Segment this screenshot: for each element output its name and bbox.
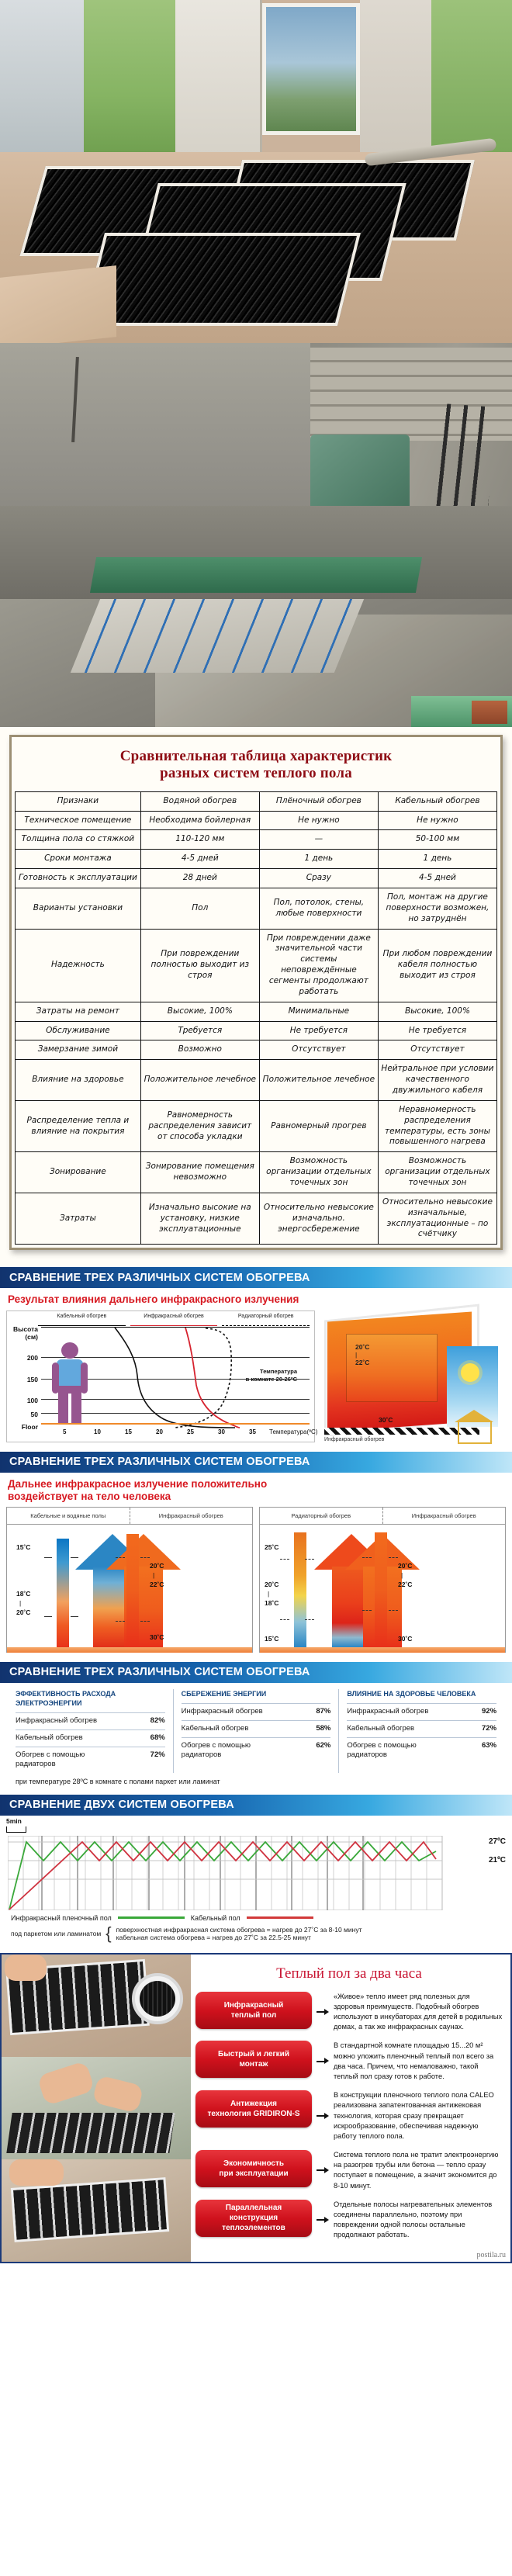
- eff-label: Кабельный обогрев: [181, 1723, 249, 1733]
- eff-label: Обогрев с помощью радиаторов: [181, 1740, 251, 1759]
- table-row: [16, 830, 497, 850]
- tick-left-upper2: [71, 1557, 78, 1558]
- tick-r-upper2: [305, 1559, 314, 1560]
- photo1-wall-left: [0, 0, 93, 167]
- legend-swatch-green: [118, 1916, 185, 1919]
- promo-item: [195, 2200, 503, 2241]
- table-row: [16, 850, 497, 869]
- bar-cable-profile: [57, 1539, 69, 1647]
- row-water: Изначально высокие на установку, низкие эксплуатационные: [140, 1193, 259, 1244]
- temp-label-low: 21ºC: [489, 1855, 506, 1864]
- tick-left-lower2: [71, 1616, 78, 1617]
- y-tick-100: 100: [26, 1396, 38, 1404]
- curve-infrared: [185, 1328, 240, 1428]
- x-tick-10: 10: [94, 1428, 101, 1435]
- photo-ir-film-floor: [0, 0, 512, 343]
- label-left-18c: 18˚C: [16, 1589, 31, 1598]
- eff-value: 72%: [482, 1723, 497, 1733]
- btn-line1: Экономичность: [223, 2159, 285, 2169]
- arrow-panels: [0, 1507, 512, 1659]
- eff-value: 82%: [150, 1716, 165, 1726]
- promo-text: Отдельные полосы нагревательных элементов соединены параллельно, поэтому при повреждении одной полосы остальные продолжают работать.: [334, 2200, 493, 2239]
- promo-hand: [36, 2060, 95, 2105]
- label-right-20c: 20˚C: [150, 1561, 164, 1570]
- row-water: Необходима бойлерная: [140, 811, 259, 830]
- row-cable: Высокие, 100%: [378, 1002, 496, 1021]
- figure-torso: [57, 1359, 83, 1387]
- eff-label: Инфракрасный обогрев: [347, 1707, 429, 1716]
- table-header-row: [16, 791, 497, 811]
- watermark: postila.ru: [476, 2250, 506, 2259]
- promo-button-text: [218, 2049, 289, 2069]
- x-tick-15: 15: [125, 1428, 132, 1435]
- panel-radiator-vs-ir: [259, 1507, 506, 1653]
- time-marker-label: 5min: [6, 1816, 22, 1825]
- promo-button-text: [219, 2159, 288, 2179]
- promo-button-text: [200, 2203, 307, 2233]
- btn-line2: технология GRIDIRON-S: [207, 2110, 300, 2119]
- room-temp-top2: 22˚C: [355, 1358, 370, 1366]
- eff-label: Инфракрасный обогрев: [181, 1707, 263, 1716]
- panel-head-ir2: Инфракрасный обогрев: [411, 1511, 476, 1519]
- row-water: При повреждении полностью выходит из строя: [140, 929, 259, 1002]
- row-cable: 50-100 мм: [378, 830, 496, 850]
- table-col-cable: Кабельный обогрев: [378, 791, 496, 811]
- banner-three-systems-3: СРАВНЕНИЕ ТРЕХ РАЗЛИЧНЫХ СИСТЕМ ОБОГРЕВА: [0, 1662, 512, 1683]
- sawtooth-legend: [5, 1910, 507, 1923]
- label-left-20c: 20˚C: [16, 1608, 31, 1616]
- eff-row: [16, 1729, 165, 1747]
- panel-right-header: [260, 1508, 505, 1525]
- promo-text: В стандартной комнате площадью 15...20 м² можно уложить пленочный теплый пол всего за два часа. Причем, что немаловажно, такой теплый пол сразу готов к работе.: [334, 2041, 494, 2080]
- tick-right-upper2: [140, 1557, 150, 1558]
- eff-row: [182, 1703, 331, 1720]
- row-feature: Варианты установки: [16, 888, 141, 929]
- panel-right-body: [260, 1525, 505, 1653]
- btn-line2: конструкция теплоэлементов: [222, 2214, 285, 2233]
- figure-leg-gap: [68, 1394, 71, 1423]
- panel-head-cable: Кабельные и водяные полы: [7, 1508, 130, 1524]
- tick-ir-upper2: [389, 1557, 398, 1558]
- section-efficiency: [0, 1662, 512, 1795]
- table-row: [16, 1100, 497, 1151]
- row-cable: 4-5 дней: [378, 869, 496, 888]
- tick-r-upper: [280, 1559, 289, 1560]
- table-row: [16, 1021, 497, 1040]
- promo-film-roll: [132, 1973, 183, 2024]
- eff-row: [347, 1703, 496, 1720]
- row-feature: Толщина пола со стяжкой: [16, 830, 141, 850]
- panel-head-ir: Инфракрасный обогрев: [158, 1511, 223, 1519]
- promo-button-text: [207, 2099, 299, 2119]
- promo-film-sheet: [11, 2177, 169, 2242]
- table-title-line2: разных систем теплого пола: [160, 764, 352, 781]
- x-tick-30: 30: [218, 1428, 225, 1435]
- promo-title: Теплый пол за два часа: [276, 1965, 422, 1982]
- label-left-divider: |: [19, 1598, 22, 1607]
- promo-hand: [5, 1955, 47, 1981]
- row-cable: 1 день: [378, 850, 496, 869]
- promo-content: [191, 1955, 510, 2262]
- house-icon: [458, 1421, 492, 1444]
- eff-label: Обогрев с помощью радиаторов: [347, 1740, 417, 1759]
- label-ir2-div: |: [401, 1570, 403, 1579]
- label-left-15c: 15˚C: [16, 1542, 31, 1551]
- room-caption: Инфракрасный обогрев: [324, 1436, 385, 1442]
- time-marker-bracket: [6, 1826, 26, 1833]
- panel-left-header: [7, 1508, 252, 1525]
- eff-col-title: СБЕРЕЖЕНИЕ ЭНЕРГИИ: [181, 1689, 267, 1698]
- promo-item: [195, 2150, 503, 2191]
- row-film: Не нужно: [259, 811, 378, 830]
- photo1-door: [175, 0, 262, 155]
- tick-r-lower: [280, 1619, 289, 1620]
- curve-radiator: [175, 1328, 231, 1428]
- btn-line1: Антижекция: [230, 2100, 277, 2109]
- row-film: 1 день: [259, 850, 378, 869]
- human-figure-icon: [52, 1342, 88, 1423]
- row-cable: Отсутствует: [378, 1040, 496, 1060]
- row-feature: Зонирование: [16, 1152, 141, 1193]
- label-right-22c: 22˚C: [150, 1580, 164, 1588]
- row-water: Положительное лечебное: [140, 1060, 259, 1101]
- y-tick-floor: Floor: [21, 1422, 38, 1431]
- comparison-table-frame: [9, 735, 503, 1250]
- tick-r-lower2: [305, 1619, 314, 1620]
- room-temp-top: 20˚C: [355, 1342, 370, 1351]
- curve-cable: [115, 1328, 235, 1428]
- tick-right-upper: [116, 1557, 125, 1558]
- eff-value: 58%: [316, 1723, 331, 1733]
- room-temp-div: |: [355, 1350, 358, 1359]
- height-temperature-chart: [6, 1311, 318, 1442]
- efficiency-column-health: [338, 1689, 504, 1773]
- row-film: Относительно невысокие изначально. энергосбережение: [259, 1193, 378, 1244]
- promo-item: [195, 2041, 503, 2082]
- row-feature: Влияние на здоровье: [16, 1060, 141, 1101]
- bar-ir-profile-2: [375, 1532, 387, 1647]
- note-prefix: под паркетом или ламинатом: [11, 1929, 102, 1937]
- row-water: 110-120 мм: [140, 830, 259, 850]
- promo-text: В конструкции пленочного теплого пола CALEO реализована запатентованная антижековая технология, которая сразу прекращает искрообразование, обеспечивая надежную работу теплого пола.: [334, 2091, 494, 2140]
- promo-photo-install: [2, 2159, 191, 2262]
- row-film: Минимальные: [259, 1002, 378, 1021]
- row-film: Не требуется: [259, 1021, 378, 1040]
- row-cable: Относительно невысокие изначальные, эксплуатационные – по счётчику: [378, 1193, 496, 1244]
- tick-right-lower2: [140, 1621, 150, 1622]
- label-rad-div: |: [268, 1589, 270, 1598]
- label-right-divider: |: [153, 1570, 155, 1579]
- efficiency-column-saving: [173, 1689, 339, 1773]
- chart-legend: [38, 1314, 310, 1326]
- table-row: [16, 811, 497, 830]
- promo-photo-film-roll: [2, 1955, 191, 2057]
- row-cable: Нейтральное при условии качественного двужильного кабеля: [378, 1060, 496, 1101]
- y-tick-50: 50: [30, 1410, 38, 1418]
- panel-head-radiator: Радиаторный обогрев: [260, 1508, 383, 1524]
- promo-button-economy[interactable]: [195, 2150, 312, 2187]
- table-row: [16, 1193, 497, 1244]
- table-row: [16, 1002, 497, 1021]
- label-ir2-30c: 30˚C: [398, 1634, 413, 1643]
- legend-cable: Кабельный обогрев: [38, 1314, 126, 1326]
- eff-col-title: ВЛИЯНИЕ НА ЗДОРОВЬЕ ЧЕЛОВЕКА: [347, 1689, 476, 1698]
- row-cable: При любом повреждении кабеля полностью выходит из строя: [378, 929, 496, 1002]
- panel-left-body: [7, 1525, 252, 1653]
- promo-photo-cutting: [2, 2057, 191, 2159]
- bar-radiator-profile: [294, 1532, 306, 1647]
- row-film: Возможность организации отдельных точечных зон: [259, 1152, 378, 1193]
- promo-item: [195, 2090, 503, 2141]
- row-feature: Замерзание зимой: [16, 1040, 141, 1060]
- row-water: Пол: [140, 888, 259, 929]
- room-temp-floor: 30˚C: [379, 1415, 393, 1424]
- label-ir2-20c: 20˚C: [398, 1561, 413, 1570]
- label-right-30c: 30˚C: [150, 1633, 164, 1641]
- ir-room-diagram: [320, 1311, 503, 1442]
- promo-hand: [92, 2075, 144, 2113]
- eff-value: 63%: [482, 1740, 497, 1750]
- row-film: Положительное лечебное: [259, 1060, 378, 1101]
- photo-concrete-room: [0, 343, 512, 599]
- sun-icon: [461, 1363, 479, 1382]
- photo1-film-strip: [81, 233, 361, 326]
- row-feature: Сроки монтажа: [16, 850, 141, 869]
- eff-value: 62%: [316, 1740, 331, 1750]
- legend-swatch-red: [247, 1916, 313, 1919]
- promo-item: [195, 1992, 503, 2033]
- promo-button-text: [224, 2000, 284, 2020]
- row-film: Пол, потолок, стены, любые поверхности: [259, 888, 378, 929]
- table-row: [16, 888, 497, 929]
- row-feature: Надежность: [16, 929, 141, 1002]
- legend-infrared: Инфракрасный обогрев: [130, 1314, 218, 1326]
- ir-graph-row: [0, 1311, 512, 1449]
- label-rad-20c: 20˚C: [265, 1580, 279, 1588]
- row-film: Сразу: [259, 869, 378, 888]
- tick-ir-lower: [362, 1610, 372, 1611]
- eff-value: 87%: [316, 1707, 331, 1716]
- arrow-right-icon: [317, 2009, 329, 2016]
- y-tick-150: 150: [26, 1375, 38, 1383]
- promo-text: Система теплого пола не тратит электроэнергию на разогрев трубы или бетона — тепло сразу поступает в помещение, а значит экономится до 8-10 минут.: [334, 2151, 499, 2190]
- eff-row: [16, 1747, 165, 1773]
- promo-images: [2, 1955, 191, 2262]
- row-cable: Неравномерность распределения температуры, есть зоны повышенного нагрева: [378, 1100, 496, 1151]
- photo1-window: [262, 3, 360, 135]
- tick-ir-upper: [362, 1557, 372, 1558]
- subtitle-line2: воздействует на тело человека: [8, 1490, 171, 1502]
- banner-three-systems-1: СРАВНЕНИЕ ТРЕХ РАЗЛИЧНЫХ СИСТЕМ ОБОГРЕВА: [0, 1267, 512, 1288]
- row-feature: Техническое помещение: [16, 811, 141, 830]
- row-feature: Готовность к эксплуатации: [16, 869, 141, 888]
- brace-icon: {: [106, 1923, 112, 1943]
- row-feature: Распределение тепла и влияние на покрытия: [16, 1100, 141, 1151]
- legend-label-cable: Кабельный пол: [190, 1913, 240, 1922]
- btn-line2: при эксплуатации: [219, 2169, 289, 2179]
- arrow-right-icon: [317, 2167, 329, 2174]
- row-film: Равномерный прогрев: [259, 1100, 378, 1151]
- row-feature: Затраты на ремонт: [16, 1002, 141, 1021]
- comparison-table: [15, 791, 497, 1245]
- label-rad-25c: 25˚C: [265, 1542, 279, 1551]
- y-tick-200: 200: [26, 1353, 38, 1362]
- label-rad-15c: 15˚C: [265, 1634, 279, 1643]
- eff-row: [347, 1737, 496, 1764]
- subtitle-line1: Дальнее инфракрасное излучение положительно: [8, 1477, 268, 1490]
- eff-col-title: ЭФФЕКТИВНОСТЬ РАСХОДА ЭЛЕКТРОЭНЕРГИИ: [16, 1689, 116, 1708]
- x-tick-20: 20: [156, 1428, 163, 1435]
- y-axis-unit: (см): [25, 1332, 38, 1341]
- y-axis-label: Высота: [13, 1324, 38, 1333]
- legend-label-ir-film: Инфракрасный пленочный пол: [11, 1913, 112, 1922]
- table-col-water: Водяной обогрев: [140, 791, 259, 811]
- row-film: При повреждении даже значительной части системы неповреждённые сегменты продолжают работать: [259, 929, 378, 1002]
- x-axis-label: Температура(ºC): [269, 1428, 318, 1435]
- efficiency-note: при температуре 28ºC в комнате с полами паркет или ламинат: [16, 1777, 220, 1785]
- row-feature: Затраты: [16, 1193, 141, 1244]
- row-feature: Обслуживание: [16, 1021, 141, 1040]
- subtitle-ir-result: Результат влияния дальнего инфракрасного излучения: [8, 1293, 299, 1306]
- promo-button-fast-install[interactable]: [195, 2041, 312, 2078]
- sawtooth-chart: [0, 1816, 512, 1950]
- legend-radiator: Радиаторный обогрев: [222, 1314, 310, 1326]
- arrow-head: [106, 1534, 181, 1570]
- row-water: Равномерность распределения зависит от способа укладки: [140, 1100, 259, 1151]
- btn-line2: монтаж: [239, 2060, 268, 2069]
- panel-floor-strip: [7, 1647, 252, 1653]
- label-ir2-22c: 22˚C: [398, 1580, 413, 1588]
- photo-cable-mat-screed: [0, 599, 512, 727]
- photo1-wall-green: [84, 0, 175, 159]
- note-lines: [116, 1926, 362, 1941]
- photo2-green-insulation: [90, 557, 422, 593]
- row-cable: Не нужно: [378, 811, 496, 830]
- tick-right-lower: [116, 1621, 125, 1622]
- promo-button-gridiron[interactable]: [195, 2090, 312, 2128]
- row-water: Зонирование помещения невозможно: [140, 1152, 259, 1193]
- note-line-1: поверхностная инфракрасная система обогрева = нагрев до 27˚C за 8-10 минут: [116, 1925, 362, 1934]
- arrow-right-icon: [317, 2113, 329, 2120]
- banner-three-systems-2: СРАВНЕНИЕ ТРЕХ РАЗЛИЧНЫХ СИСТЕМ ОБОГРЕВА: [0, 1452, 512, 1473]
- table-row: [16, 1152, 497, 1193]
- eff-row: [347, 1720, 496, 1737]
- btn-line2: теплый пол: [230, 2010, 277, 2020]
- sawtooth-note: [5, 1923, 507, 1948]
- heating-curve-svg: [8, 1836, 456, 1910]
- tick-ir-lower2: [389, 1610, 398, 1611]
- row-water: Возможно: [140, 1040, 259, 1060]
- comparison-table-title: [15, 740, 497, 791]
- section-ir-graph: [0, 1267, 512, 1451]
- section-two-systems: [0, 1795, 512, 1953]
- eff-value: 68%: [150, 1733, 165, 1743]
- row-film: Отсутствует: [259, 1040, 378, 1060]
- panel-cable-vs-ir: [6, 1507, 253, 1653]
- table-title-line1: Сравнительная таблица характеристик: [119, 748, 393, 764]
- eff-label: Инфракрасный обогрев: [16, 1716, 98, 1726]
- promo-block: [0, 1953, 512, 2263]
- row-water: 4-5 дней: [140, 850, 259, 869]
- figure-head: [61, 1342, 78, 1359]
- row-cable: Пол, монтаж на другие поверхности возможен, но затруднён: [378, 888, 496, 929]
- row-water: 28 дней: [140, 869, 259, 888]
- row-water: Требуется: [140, 1021, 259, 1040]
- row-film: —: [259, 830, 378, 850]
- promo-button-parallel[interactable]: [195, 2200, 312, 2237]
- table-row: [16, 1060, 497, 1101]
- x-tick-25: 25: [187, 1428, 194, 1435]
- eff-row: [182, 1737, 331, 1764]
- x-tick-35: 35: [249, 1428, 256, 1435]
- arrow-infrared: [106, 1532, 181, 1647]
- row-cable: Не требуется: [378, 1021, 496, 1040]
- chart-annotation-note: Температура в комнате 20-26ºC: [245, 1367, 297, 1383]
- table-col-film: Плёночный обогрев: [259, 791, 378, 811]
- eff-label: Обогрев с помощью радиаторов: [16, 1750, 85, 1768]
- bar-ir-profile: [126, 1534, 139, 1647]
- efficiency-column-power: [8, 1689, 173, 1773]
- eff-row: [16, 1712, 165, 1729]
- x-tick-5: 5: [63, 1428, 67, 1435]
- promo-text: «Живое» тепло имеет ряд полезных для здоровья преимуществ. Подобный обогрев используют в инкубаторах для детей в родильных домах, а так же инфракрасных саунах.: [334, 1992, 503, 2031]
- btn-line1: Инфракрасный: [223, 2000, 284, 2010]
- photo3-cable-mat: [71, 599, 364, 673]
- tick-left-lower: [44, 1616, 52, 1617]
- photo1-wall-right-green: [431, 0, 512, 155]
- promo-film-strip: [6, 2113, 175, 2153]
- btn-line1: Параллельная: [225, 2204, 282, 2213]
- row-cable: Возможность организации отдельных точечных зон: [378, 1152, 496, 1193]
- arrow-right-icon: [317, 2217, 329, 2224]
- temp-label-high: 27ºC: [489, 1837, 506, 1846]
- photo3-brick: [472, 701, 507, 724]
- note-line-2: кабельная система обогрева = нагрев до 27˚C за 22.5-25 минут: [116, 1933, 311, 1941]
- btn-line1: Быстрый и легкий: [218, 2050, 289, 2059]
- table-row: [16, 1040, 497, 1060]
- promo-button-infrared[interactable]: [195, 1992, 312, 2029]
- promo-hand: [9, 2159, 64, 2186]
- arrow-right-icon: [317, 2058, 329, 2065]
- table-col-feature: Признаки: [16, 791, 141, 811]
- efficiency-columns: [0, 1683, 512, 1776]
- table-row: [16, 929, 497, 1002]
- panel-floor-strip-2: [260, 1647, 505, 1653]
- eff-row: [182, 1720, 331, 1737]
- section-body-effect: [0, 1452, 512, 1662]
- eff-value: 72%: [150, 1750, 165, 1759]
- comparison-table-card: [0, 727, 512, 1267]
- x-axis-floor-line: [41, 1423, 310, 1425]
- table-row: [16, 869, 497, 888]
- photo1-laminate-board: [0, 265, 116, 343]
- tick-left-upper: [44, 1557, 52, 1558]
- subtitle-body-effect: [0, 1473, 512, 1507]
- eff-label: Кабельный обогрев: [347, 1723, 415, 1733]
- label-rad-18c: 18˚C: [265, 1598, 279, 1607]
- row-water: Высокие, 100%: [140, 1002, 259, 1021]
- room-floor-hatch: [324, 1428, 479, 1435]
- eff-label: Кабельный обогрев: [16, 1733, 83, 1743]
- figure-arm-right: [81, 1362, 88, 1394]
- banner-two-systems: СРАВНЕНИЕ ДВУХ СИСТЕМ ОБОГРЕВА: [0, 1795, 512, 1816]
- eff-value: 92%: [482, 1707, 497, 1716]
